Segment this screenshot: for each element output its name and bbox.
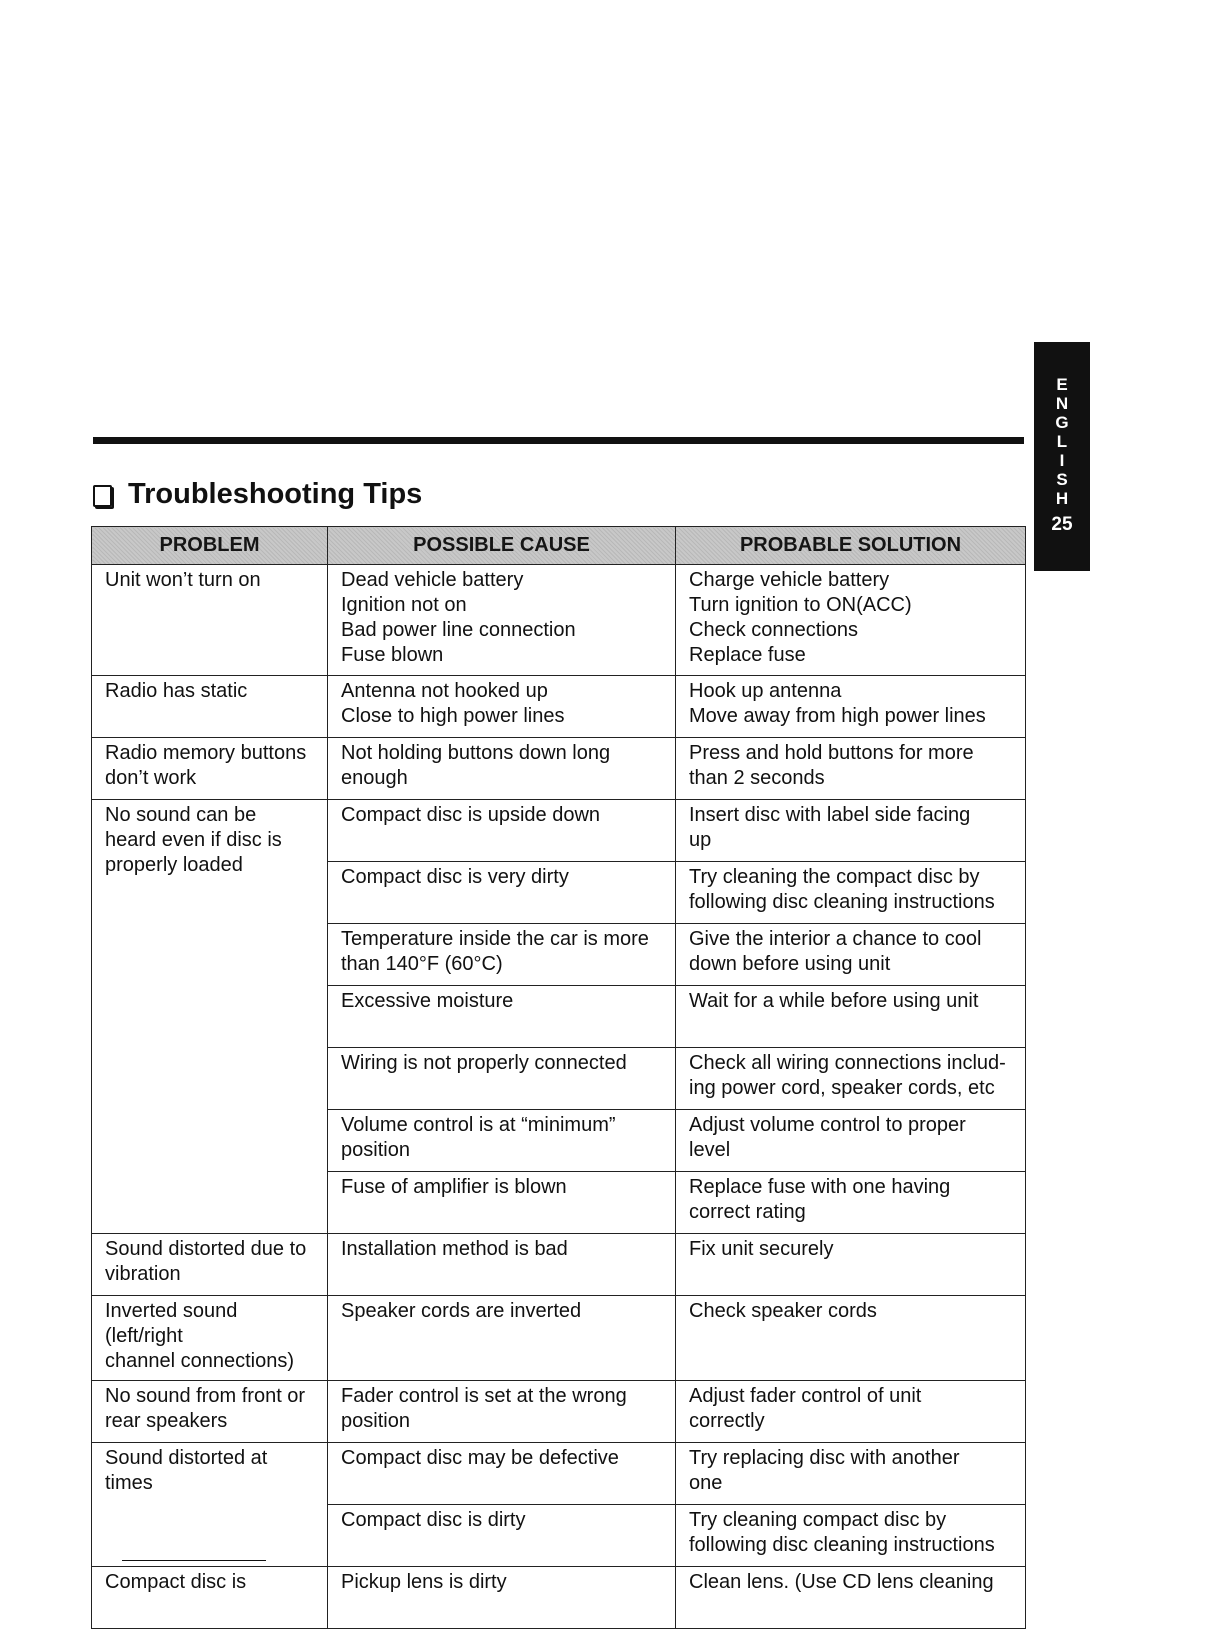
solution-cell-line: correctly (689, 1410, 765, 1432)
solution-cell-line: Move away from high power lines (689, 705, 986, 727)
cause-cell-line: enough (341, 767, 408, 789)
problem-cell-line: Unit won’t turn on (105, 569, 261, 591)
cause-cell-line: Pickup lens is dirty (341, 1571, 507, 1593)
solution-cell (676, 565, 1026, 676)
cause-cell-line: Compact disc may be defective (341, 1447, 619, 1469)
cause-cell-line: Ignition not on (341, 594, 467, 616)
problem-cell-line: heard even if disc is (105, 829, 282, 851)
cause-cell (328, 1048, 676, 1110)
cause-cell-line: Compact disc is very dirty (341, 866, 569, 888)
table-row (92, 1567, 1026, 1629)
cause-cell-line: Installation method is bad (341, 1238, 568, 1260)
troubleshooting-table (91, 526, 1026, 1629)
cause-cell-line: Not holding buttons down long (341, 742, 611, 764)
solution-cell-line: Replace fuse with one having (689, 1176, 951, 1198)
problem-cell-line: No sound from front or (105, 1385, 306, 1407)
cause-cell (328, 676, 676, 738)
solution-cell-line: Hook up antenna (689, 680, 842, 702)
solution-cell (676, 800, 1026, 862)
solution-cell-line: than 2 seconds (689, 767, 825, 789)
solution-cell (676, 1110, 1026, 1172)
table-row (92, 1443, 1026, 1505)
cause-cell-line: Antenna not hooked up (341, 680, 548, 702)
solution-cell-line: Insert disc with label side facing (689, 804, 971, 826)
solution-cell-line: Try replacing disc with another (689, 1447, 960, 1469)
problem-cell (92, 565, 328, 676)
header-problem: PROBLEM (92, 527, 328, 565)
problem-cell (92, 1381, 328, 1443)
cause-cell-line: position (341, 1139, 410, 1161)
solution-cell-line: one (689, 1472, 723, 1494)
problem-cell-line: Radio has static (105, 680, 248, 702)
problem-cell-line: Sound distorted at (105, 1447, 268, 1469)
section-heading (93, 476, 422, 512)
table-row (92, 1381, 1026, 1443)
page-number: 25 (1051, 514, 1073, 535)
problem-cell-line: Radio memory buttons (105, 742, 307, 764)
solution-cell (676, 1234, 1026, 1296)
cause-cell (328, 1505, 676, 1567)
cause-cell-line: Compact disc is dirty (341, 1509, 526, 1531)
problem-cell-line: vibration (105, 1263, 181, 1285)
problem-cell (92, 800, 328, 1234)
cause-cell (328, 986, 676, 1048)
language-side-tab (1034, 342, 1090, 571)
language-letter: G (1055, 413, 1069, 432)
solution-cell-line: up (689, 829, 712, 851)
solution-cell-line: Check all wiring connections includ- (689, 1052, 1006, 1074)
solution-cell (676, 676, 1026, 738)
solution-cell-line: Try cleaning compact disc by (689, 1509, 947, 1531)
problem-cell-line: Compact disc is (105, 1571, 247, 1593)
solution-cell (676, 1172, 1026, 1234)
cause-cell (328, 1110, 676, 1172)
problem-cell-line: No sound can be (105, 804, 257, 826)
table-body (92, 565, 1026, 1629)
cause-cell (328, 862, 676, 924)
solution-cell-line: ing power cord, speaker cords, etc (689, 1077, 995, 1099)
cause-cell (328, 738, 676, 800)
problem-cell-line: properly loaded (105, 854, 243, 876)
top-rule (93, 437, 1024, 444)
problem-cell (92, 738, 328, 800)
language-letter: N (1055, 394, 1069, 413)
strike-line (122, 1560, 266, 1561)
language-label (1034, 375, 1090, 508)
problem-cell-line: channel connections) (105, 1350, 295, 1372)
language-letter: L (1056, 432, 1068, 451)
language-letter: S (1056, 470, 1068, 489)
cause-cell (328, 1381, 676, 1443)
problem-cell-line: Inverted sound (left/right (105, 1300, 238, 1347)
table-row (92, 565, 1026, 676)
solution-cell-line: Fix unit securely (689, 1238, 834, 1260)
solution-cell (676, 1443, 1026, 1505)
cause-cell-line: Excessive moisture (341, 990, 514, 1012)
solution-cell (676, 1296, 1026, 1381)
solution-cell (676, 1567, 1026, 1629)
cause-cell-line: Wiring is not properly connected (341, 1052, 627, 1074)
solution-cell (676, 862, 1026, 924)
solution-cell-line: Wait for a while before using unit (689, 990, 979, 1012)
solution-cell-line: Check connections (689, 619, 858, 641)
cause-cell (328, 565, 676, 676)
solution-cell-line: Give the interior a chance to cool (689, 928, 982, 950)
solution-cell-line: Adjust fader control of unit (689, 1385, 922, 1407)
cause-cell (328, 800, 676, 862)
solution-cell-line: level (689, 1139, 731, 1161)
cause-cell-line: Compact disc is upside down (341, 804, 601, 826)
cause-cell-line: Fader control is set at the wrong (341, 1385, 627, 1407)
language-letter: I (1059, 451, 1065, 470)
solution-cell-line: correct rating (689, 1201, 806, 1223)
solution-cell (676, 738, 1026, 800)
header-possible-cause: POSSIBLE CAUSE (328, 527, 676, 565)
problem-cell (92, 676, 328, 738)
solution-cell (676, 1381, 1026, 1443)
cause-cell (328, 924, 676, 986)
solution-cell-line: following disc cleaning instructions (689, 1534, 995, 1556)
solution-cell (676, 1505, 1026, 1567)
solution-cell (676, 1048, 1026, 1110)
cause-cell (328, 1296, 676, 1381)
solution-cell-line: Turn ignition to ON(ACC) (689, 594, 912, 616)
cause-cell-line: Dead vehicle battery (341, 569, 524, 591)
table-row (92, 738, 1026, 800)
solution-cell-line: Try cleaning the compact disc by (689, 866, 980, 888)
solution-cell-line: Charge vehicle battery (689, 569, 890, 591)
solution-cell-line: down before using unit (689, 953, 891, 975)
solution-cell-line: Adjust volume control to proper (689, 1114, 966, 1136)
solution-cell-line: Replace fuse (689, 644, 806, 666)
table-row (92, 676, 1026, 738)
problem-cell-line: Sound distorted due to (105, 1238, 307, 1260)
problem-cell-line: don’t work (105, 767, 197, 789)
solution-cell-line: following disc cleaning instructions (689, 891, 995, 913)
problem-cell (92, 1443, 328, 1567)
problem-cell-line: times (105, 1472, 153, 1494)
solution-cell-line: Check speaker cords (689, 1300, 877, 1322)
language-letter: E (1056, 375, 1068, 394)
solution-cell-line: Clean lens. (Use CD lens cleaning (689, 1571, 994, 1593)
cause-cell (328, 1172, 676, 1234)
cause-cell-line: Bad power line connection (341, 619, 576, 641)
problem-cell-line: rear speakers (105, 1410, 228, 1432)
cause-cell-line: Volume control is at “minimum” (341, 1114, 616, 1136)
cause-cell-line: Fuse of amplifier is blown (341, 1176, 567, 1198)
cause-cell (328, 1234, 676, 1296)
cause-cell (328, 1443, 676, 1505)
solution-cell (676, 924, 1026, 986)
cause-cell-line: position (341, 1410, 410, 1432)
section-title: Troubleshooting Tips (128, 477, 423, 510)
table-row (92, 1234, 1026, 1296)
cause-cell-line: than 140°F (60°C) (341, 953, 503, 975)
cause-cell-line: Temperature inside the car is more (341, 928, 649, 950)
table-row (92, 1296, 1026, 1381)
cause-cell-line: Speaker cords are inverted (341, 1300, 582, 1322)
problem-cell (92, 1567, 328, 1629)
table-row (92, 800, 1026, 862)
cause-cell-line: Close to high power lines (341, 705, 565, 727)
language-letter: H (1055, 489, 1069, 508)
solution-cell-line: Press and hold buttons for more (689, 742, 974, 764)
solution-cell (676, 986, 1026, 1048)
cause-cell (328, 1567, 676, 1629)
cause-cell-line: Fuse blown (341, 644, 444, 666)
checkbox-bullet-icon (93, 485, 112, 507)
header-probable-solution: PROBABLE SOLUTION (676, 527, 1026, 565)
table-header-row (92, 527, 1026, 565)
problem-cell (92, 1296, 328, 1381)
problem-cell (92, 1234, 328, 1296)
